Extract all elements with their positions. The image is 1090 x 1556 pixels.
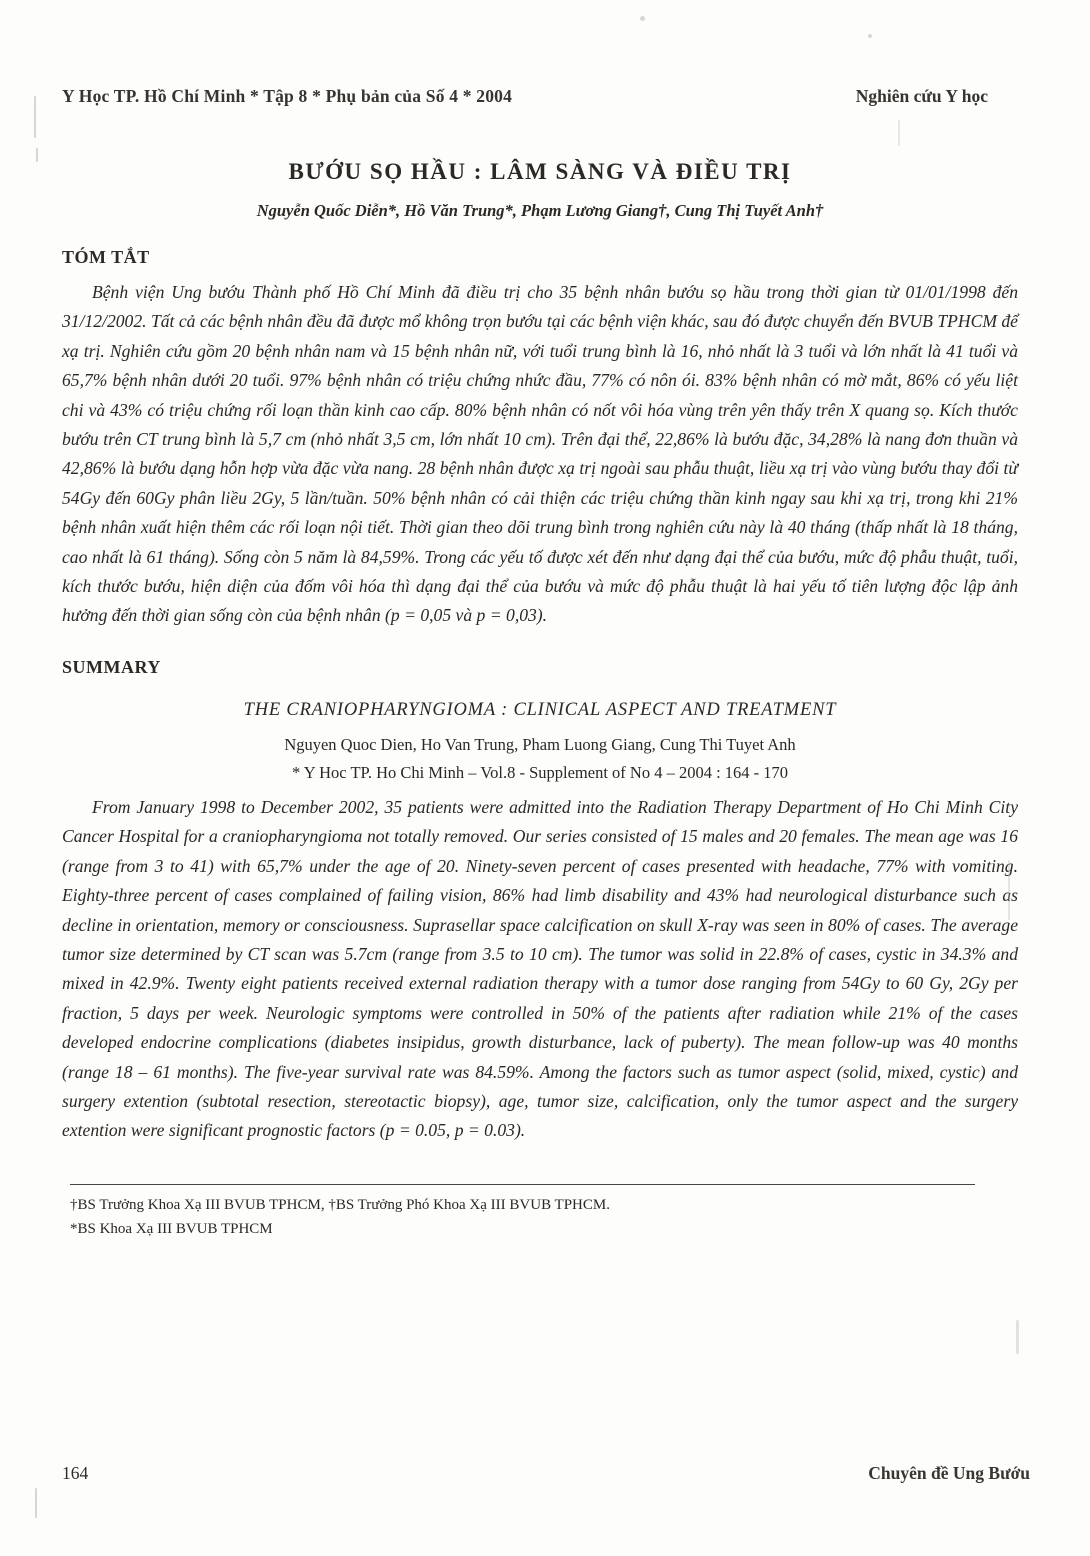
scan-artifact [1016,1320,1019,1354]
scan-artifact [34,96,36,138]
article-authors-en: Nguyen Quoc Dien, Ho Van Trung, Pham Luong Giang, Cung Thi Tuyet Anh [284,734,796,754]
abstract-body-en: From January 1998 to December 2002, 35 patients were admitted into the Radiation Therapy Department of Ho Chi Minh City Cancer Hospital for a craniopharyngioma not totally removed. Our series consisted of 15 males and 20 females. The mean age was 16 (range from 3 to 41) with 65,7% under the age of 20. Ninety-seven percent of cases presented with headache, 77% with vomiting. Eighty-three percent of cases complained of failing vision, 86% had limb disability and 43% had neurological disturbance such as decline in orientation, memory or consciousness. Suprasellar space calcification on skull X-ray was seen in 80% of cases. The average tumor size determined by CT scan was 5.7cm (range from 3.5 to 10 cm). The tumor was solid in 22.8% of cases, cystic in 34.3% and mixed in 42.9%. Twenty eight patients received external radiation therapy with a tumor dose ranging from 54Gy to 60 Gy, 2Gy per fraction, 5 days per week. Neurologic symptoms were controlled in 50% of the patients after radiation while 21% of the cases developed endocrine complications (diabetes insipidus, growth disturbance, lack of puberty). The mean follow-up was 40 months (range 18 – 61 months). The five-year survival rate was 84.59%. Among the factors such as tumor aspect (solid, mixed, cystic) and surgery extention (subtotal resection, stereotactic biopsy), age, tumor size, calcification, only the tumor aspect and the surgery extention were significant prognostic factors (p = 0.05, p = 0.03). [62,796,1018,1141]
page-header [62,86,1018,107]
scan-artifact [36,148,38,162]
journal-section-label: Nghiên cứu Y học [855,86,988,106]
scan-artifact [1008,860,1010,920]
footnote-line-1: †BS Trưởng Khoa Xạ III BVUB TPHCM, †BS Trưởng Phó Khoa Xạ III BVUB TPHCM. [70,1196,610,1213]
article-authors: Nguyễn Quốc Diễn*, Hồ Văn Trung*, Phạm Lương Giang†, Cung Thị Tuyết Anh† [256,201,824,220]
citation-line: * Y Hoc TP. Ho Chi Minh – Vol.8 - Supplement of No 4 – 2004 : 164 - 170 [291,762,789,782]
article-title-en: THE CRANIOPHARYNGIOMA : CLINICAL ASPECT AND TREATMENT [243,699,837,720]
scan-artifact [35,1488,37,1518]
article-title: BƯỚU SỌ HẦU : LÂM SÀNG VÀ ĐIỀU TRỊ [288,159,792,184]
journal-title: Y Học TP. Hồ Chí Minh * Tập 8 * Phụ bản của Số 4 * 2004 [62,86,513,106]
page-number: 164 [62,1463,89,1483]
scan-artifact [868,34,872,38]
scan-artifact [640,16,645,21]
footnote-line-2: *BS Khoa Xạ III BVUB TPHCM [70,1220,273,1237]
abstract-heading-en: SUMMARY [62,656,161,677]
page-footer [62,1463,1030,1484]
footer-section-label: Chuyên đề Ung Bướu [868,1463,1030,1483]
abstract-heading-vi: TÓM TẮT [62,247,150,267]
scan-artifact [898,120,900,146]
footnote-block [70,1184,975,1241]
abstract-body-vi: Bệnh viện Ung bướu Thành phố Hồ Chí Minh đã điều trị cho 35 bệnh nhân bướu sọ hầu trong thời gian từ 01/01/1998 đến 31/12/2002. Tất cả các bệnh nhân đều đã được mổ không trọn bướu tại các bệnh viện khác, sau đó được chuyển đến BVUB TPHCM để xạ trị. Nghiên cứu gồm 20 bệnh nhân nam và 15 bệnh nhân nữ, với tuổi trung bình là 16, nhỏ nhất là 3 tuổi và lớn nhất là 41 tuổi và 65,7% bệnh nhân dưới 20 tuổi. 97% bệnh nhân có triệu chứng nhức đầu, 77% có nôn ói. 83% bệnh nhân có mờ mắt, 86% có yếu liệt chi và 43% có triệu chứng rối loạn thần kinh cao cấp. 80% bệnh nhân có nốt vôi hóa vùng trên yên thấy trên X quang sọ. Kích thước bướu trên CT trung bình là 5,7 cm (nhỏ nhất 3,5 cm, lớn nhất 10 cm). Trên đại thể, 22,86% là bướu đặc, 34,28% là nang đơn thuần và 42,86% là bướu dạng hỗn hợp vừa đặc vừa nang. 28 bệnh nhân được xạ trị ngoài sau phẫu thuật, liều xạ trị vào vùng bướu thay đổi từ 54Gy đến 60Gy phân liều 2Gy, 5 lần/tuần. 50% bệnh nhân có cải thiện các triệu chứng thần kinh ngay sau khi xạ trị, trong khi 21% bệnh nhân xuất hiện thêm các rối loạn nội tiết. Thời gian theo dõi trung bình trong nghiên cứu này là 40 tháng (thấp nhất là 18 tháng, cao nhất là 61 tháng). Sống còn 5 năm là 84,59%. Trong các yếu tố được xét đến như dạng đại thể của bướu, mức độ phẫu thuật, tuổi, kích thước bướu, hiện diện của đốm vôi hóa thì dạng đại thể của bướu và mức độ phẫu thuật là hai yếu tố tiên lượng độc lập ảnh hưởng đến thời gian sống còn của bệnh nhân (p = 0,05 và p = 0,03). [62,282,1018,626]
